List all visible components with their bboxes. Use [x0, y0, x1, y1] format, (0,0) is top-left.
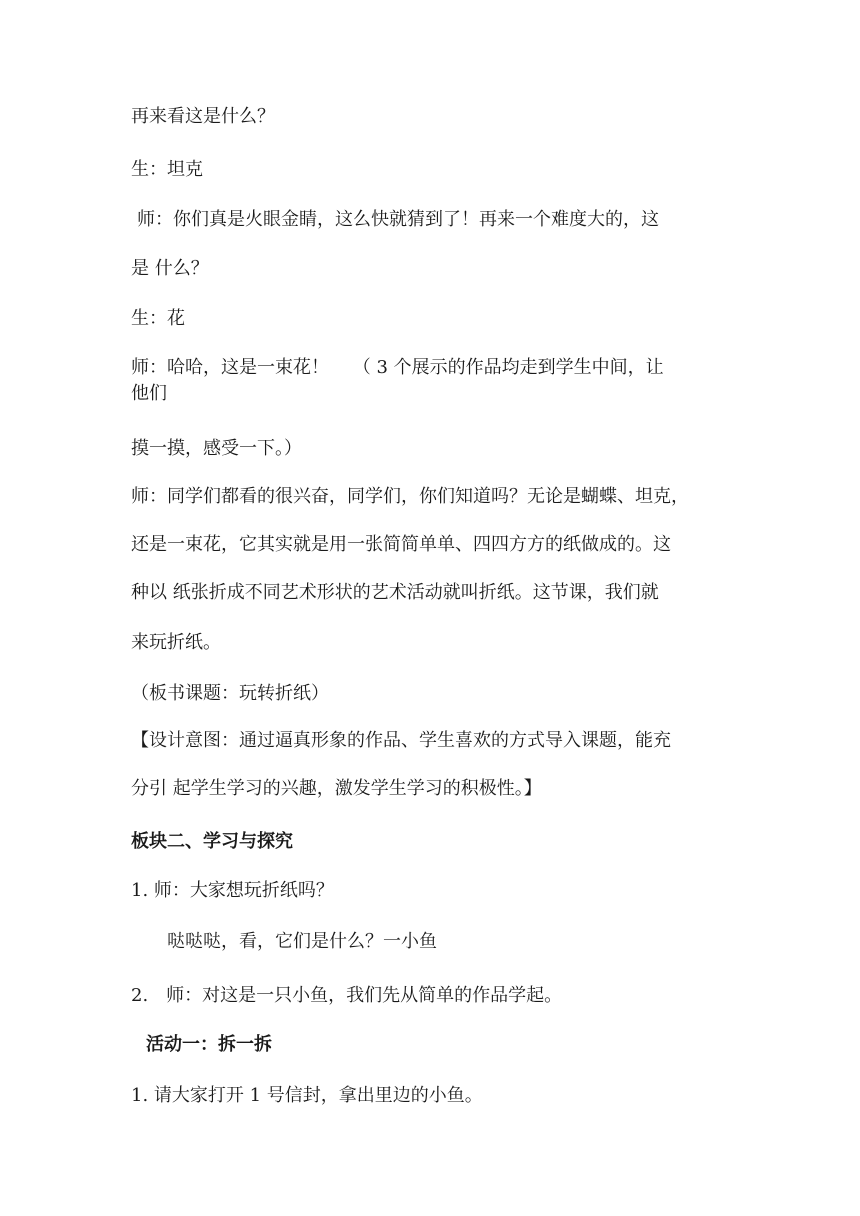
text-line: 再来看这是什么？: [131, 106, 275, 127]
text-line: 哒哒哒，看，它们是什么？一小鱼: [167, 931, 437, 952]
text-line: 还是一束花，它其实就是用一张简简单单、四四方方的纸做成的。这: [131, 534, 671, 555]
text-line: 摸一摸，感受一下。）: [131, 438, 302, 459]
text-line: 来玩折纸。: [131, 632, 221, 653]
text-line: 生：花: [131, 308, 185, 329]
text-line: 【设计意图：通过逼真形象的作品、学生喜欢的方式导入课题，能充: [131, 730, 671, 751]
text-line: 师：你们真是火眼金睛，这么快就猜到了！再来一个难度大的，这: [137, 209, 659, 230]
text-line: 是 什么？: [131, 258, 209, 279]
text-line: 师：哈哈，这是一束花！ （ 3 个展示的作品均走到学生中间，让: [131, 357, 664, 378]
text-line: 生：坦克: [131, 159, 203, 180]
text-line: 他们: [131, 383, 167, 404]
text-line: 2. 师：对这是一只小鱼，我们先从简单的作品学起。: [131, 985, 563, 1006]
text-line: 分引 起学生学习的兴趣，激发学生学习的积极性。】: [131, 778, 542, 799]
text-line: （板书课题：玩转折纸）: [131, 683, 329, 704]
text-line: 1. 师：大家想玩折纸吗？: [131, 880, 334, 901]
text-line: 种以 纸张折成不同艺术形状的艺术活动就叫折纸。这节课，我们就: [131, 582, 659, 603]
text-line: 1. 请大家打开 1 号信封，拿出里边的小鱼。: [131, 1085, 483, 1106]
subsection-heading: 活动一：拆一拆: [146, 1034, 272, 1055]
text-line: 师：同学们都看的很兴奋，同学们，你们知道吗？无论是蝴蝶、坦克，: [131, 486, 689, 507]
section-heading: 板块二、学习与探究: [131, 831, 293, 852]
